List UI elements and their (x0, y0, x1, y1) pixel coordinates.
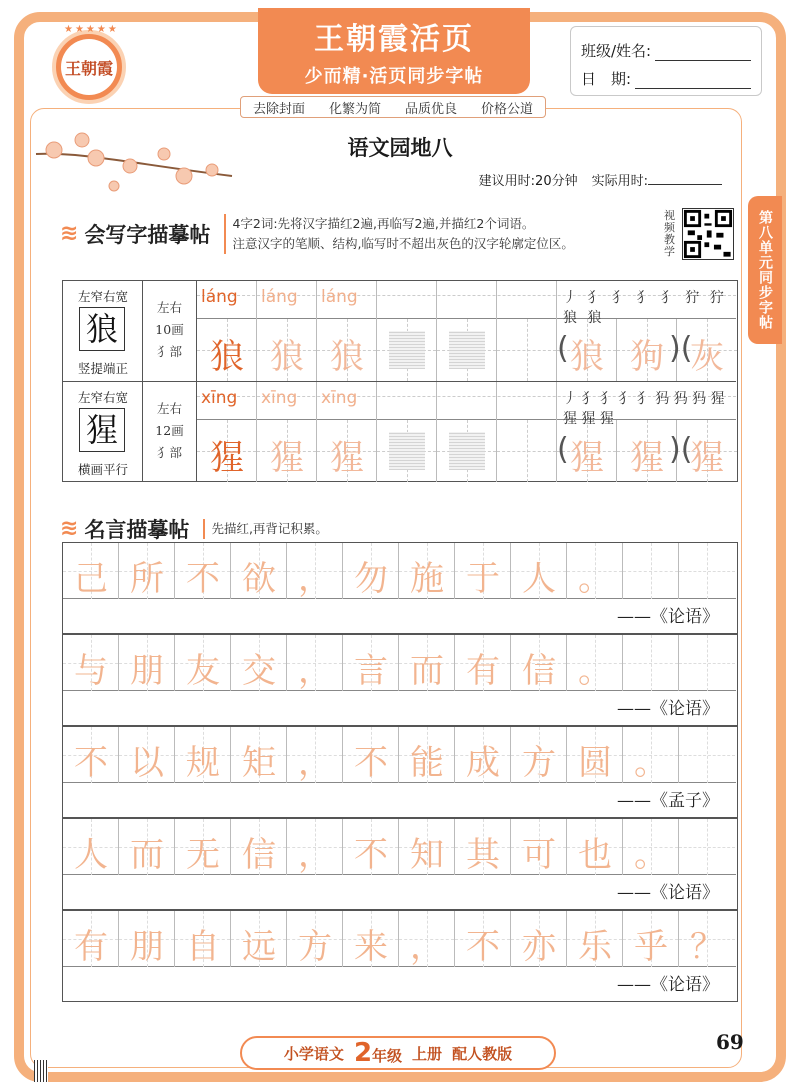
quote-char: ， (410, 927, 444, 967)
quote-grid-cell[interactable] (175, 819, 231, 875)
quote-char: 也 (578, 835, 612, 875)
quote-grid-cell[interactable] (175, 911, 231, 967)
quote-block (62, 726, 738, 818)
quote-char: 亦 (522, 927, 556, 967)
outline-zone (449, 331, 485, 369)
quote-char: 信 (242, 835, 276, 875)
quote-source: ——《论语》 (617, 607, 719, 627)
quote-char: ， (298, 651, 332, 691)
char-row (63, 281, 736, 381)
quote-grid (63, 635, 736, 691)
quote-grid-cell[interactable] (567, 819, 623, 875)
section-writing-head (60, 214, 574, 254)
writing-grid-row: 狼 狼 狼 ( 狼 狗 )( 灰 (197, 319, 736, 381)
class-name-field[interactable] (655, 43, 751, 61)
word-char: 猩 (690, 438, 724, 478)
word-char: 灰 (690, 337, 724, 377)
quote-source: ——《论语》 (617, 975, 719, 995)
quote-grid-cell[interactable] (679, 727, 735, 783)
quote-char: 不 (186, 559, 220, 599)
quote-grid-cell[interactable] (343, 635, 399, 691)
quote-grid-cell[interactable] (287, 727, 343, 783)
footer-grade: 2 (353, 1038, 373, 1068)
quote-grid-cell[interactable] (399, 819, 455, 875)
quote-grid-cell[interactable] (63, 543, 119, 599)
section-instructions (224, 214, 573, 254)
page-number: 69 (716, 1030, 744, 1054)
quote-char: 可 (522, 835, 556, 875)
slogan: 价格公道 (480, 101, 533, 117)
grid-cell[interactable] (317, 420, 377, 482)
quote-block (62, 910, 738, 1002)
quote-grid-cell[interactable] (63, 911, 119, 967)
pinyin-blank[interactable] (377, 382, 437, 420)
quote-char: 自 (186, 927, 220, 967)
quote-char: 施 (410, 559, 444, 599)
quote-grid-cell[interactable] (511, 543, 567, 599)
pinyin-row (197, 382, 736, 427)
quote-char: 乐 (578, 927, 612, 967)
pinyin-blank[interactable] (377, 281, 437, 319)
radical: 犭部 (156, 344, 182, 359)
grid-cell[interactable] (497, 319, 557, 381)
quote-grid-cell[interactable] (343, 727, 399, 783)
grid-char: 狼 (330, 337, 364, 377)
quote-char: 。 (634, 743, 668, 783)
quote-grid-cell[interactable] (119, 911, 175, 967)
quote-char: ， (298, 743, 332, 783)
pinyin-blank[interactable] (497, 382, 557, 420)
quote-grid (63, 727, 736, 783)
quote-grid-cell[interactable] (119, 543, 175, 599)
grid-cell[interactable] (617, 319, 677, 381)
quote-char: 以 (130, 743, 164, 783)
quote-grid-cell[interactable] (455, 635, 511, 691)
header-banner (258, 8, 530, 94)
structure: 左右 (156, 300, 182, 315)
quote-grid-cell[interactable] (623, 543, 679, 599)
quote-grid-cell[interactable] (175, 635, 231, 691)
quote-grid-cell[interactable] (231, 635, 287, 691)
quote-char: 朋 (130, 927, 164, 967)
section-title: 会写字描摹帖 (84, 223, 211, 247)
tip-top: 左窄右宽 (77, 289, 128, 304)
grid-cell[interactable] (617, 420, 677, 482)
wave-icon: ≋ (60, 516, 79, 541)
quote-char: 而 (410, 651, 444, 691)
stroke-order: 丿 犭 犭 犭 犭 犸 犸 犸 猩 猩 猩 猩 (563, 391, 725, 427)
grid-cell[interactable] (437, 319, 497, 381)
quote-char: 所 (130, 559, 164, 599)
quote-char: 方 (522, 743, 556, 783)
radical: 犭部 (156, 445, 182, 460)
quote-grid (63, 819, 736, 875)
stroke-order: 丿 犭 犭 犭 犭 狞 狞 狼 狼 (563, 290, 727, 326)
grid-char: 猩 (210, 438, 244, 478)
character-practice-table (62, 280, 738, 482)
quote-grid-cell[interactable] (287, 543, 343, 599)
footer-grade-label: 年级 (372, 1047, 403, 1065)
quote-grid-cell[interactable] (175, 727, 231, 783)
pinyin-trace[interactable]: xīng (257, 382, 317, 420)
unit-side-tab: 第八单元同步字帖 (748, 196, 782, 344)
quote-grid-cell[interactable] (679, 911, 735, 967)
suggested-time: 建议用时:20分钟 (478, 174, 578, 189)
pinyin-blank[interactable] (497, 281, 557, 319)
tip-top: 左窄右宽 (77, 390, 128, 405)
quote-char: 不 (466, 927, 500, 967)
quote-char: 朋 (130, 651, 164, 691)
quote-grid-cell[interactable] (567, 543, 623, 599)
quote-char: 。 (578, 651, 612, 691)
quote-char: 能 (410, 743, 444, 783)
grid-cell[interactable] (377, 319, 437, 381)
quote-char: 其 (466, 835, 500, 875)
quote-grid-cell[interactable] (231, 543, 287, 599)
pinyin-blank[interactable] (437, 281, 497, 319)
char-row (63, 381, 736, 481)
section-title: 名言描摹帖 (84, 518, 190, 542)
instruction-line: 4字2词:先将汉字描红2遍,再临写2遍,并描红2个词语。 (232, 216, 535, 231)
quote-grid-cell[interactable] (399, 543, 455, 599)
grid-char: 猩 (270, 438, 304, 478)
time-line (479, 170, 722, 189)
word-char: 猩 (570, 438, 604, 478)
slogan-bar (240, 96, 546, 118)
quote-grid-cell[interactable] (455, 819, 511, 875)
quote-char: 而 (130, 835, 164, 875)
quote-grid-cell[interactable] (567, 727, 623, 783)
quote-char: 信 (522, 651, 556, 691)
qr-label: 视频教学 (664, 209, 675, 258)
quote-grid-cell[interactable] (511, 635, 567, 691)
quote-char: 乎 (634, 927, 668, 967)
quote-grid-cell[interactable] (119, 727, 175, 783)
quote-char: ， (298, 559, 332, 599)
quote-grid-cell[interactable] (231, 727, 287, 783)
wave-icon: ≋ (60, 221, 79, 246)
quote-block (62, 818, 738, 910)
pinyin-trace[interactable]: láng (317, 281, 377, 319)
word-char: 猩 (630, 438, 664, 478)
quote-grid-cell[interactable] (455, 727, 511, 783)
quote-grid-cell[interactable] (287, 819, 343, 875)
quote-block (62, 634, 738, 726)
quote-char: 言 (354, 651, 388, 691)
brand-logo: ★★★★★ 王朝霞 (52, 30, 126, 104)
quote-grid-cell[interactable] (455, 543, 511, 599)
quote-grid-cell[interactable] (119, 635, 175, 691)
grid-cell[interactable] (317, 319, 377, 381)
quote-grid-cell[interactable] (343, 819, 399, 875)
quote-char: 勿 (354, 559, 388, 599)
quote-grid-cell[interactable] (231, 819, 287, 875)
outline-zone (449, 432, 485, 470)
footer-volume: 上册 (412, 1044, 443, 1063)
footer-edition-label: 配人教版 (452, 1044, 513, 1063)
quote-grid-cell[interactable] (63, 727, 119, 783)
quote-source: ——《论语》 (617, 883, 719, 903)
stroke-count: 12画 (155, 423, 184, 438)
quote-grid-cell[interactable] (399, 911, 455, 967)
footer-edition (240, 1036, 556, 1070)
brand-subtitle: 少而精·活页同步字帖 (304, 66, 484, 87)
actual-time-label: 实际用时: (591, 174, 648, 189)
quote-grid-cell[interactable] (343, 543, 399, 599)
slogan: 品质优良 (404, 101, 457, 117)
quote-char: 友 (186, 651, 220, 691)
grid-cell[interactable] (257, 420, 317, 482)
quote-grid (63, 911, 736, 967)
page-title: 语文园地八 (347, 136, 453, 160)
quote-source: ——《孟子》 (617, 791, 719, 811)
tip-bottom: 横画平行 (77, 462, 128, 477)
quote-grid-cell[interactable] (511, 727, 567, 783)
quote-grid-cell[interactable] (679, 543, 735, 599)
quote-grid-cell[interactable] (567, 635, 623, 691)
quote-char: 方 (298, 927, 332, 967)
quote-grid-cell[interactable] (287, 635, 343, 691)
date-label: 日 期: (581, 70, 632, 88)
grid-cell[interactable] (437, 420, 497, 482)
outline-zone (389, 331, 425, 369)
quote-char: 不 (354, 743, 388, 783)
quote-block (62, 542, 738, 634)
quote-char: 不 (74, 743, 108, 783)
quote-char: 人 (522, 559, 556, 599)
quote-grid-cell[interactable] (623, 911, 679, 967)
quote-grid-cell[interactable] (623, 635, 679, 691)
quote-grid-cell[interactable] (511, 819, 567, 875)
quote-char: 无 (186, 835, 220, 875)
quote-char: 不 (354, 835, 388, 875)
word-char: 狼 (570, 337, 604, 377)
actual-time-field[interactable] (648, 171, 722, 185)
grid-cell[interactable] (377, 420, 437, 482)
quote-char: 己 (74, 559, 108, 599)
quote-char: 。 (634, 835, 668, 875)
pinyin-trace[interactable]: xīng (317, 382, 377, 420)
grid-char: 狼 (210, 337, 244, 377)
quote-source: ——《论语》 (617, 699, 719, 719)
quote-char: 欲 (242, 559, 276, 599)
barcode (34, 1060, 48, 1082)
quote-char: 知 (410, 835, 444, 875)
quote-char: 远 (242, 927, 276, 967)
class-name-label: 班级/姓名: (581, 42, 652, 60)
quote-grid-cell[interactable] (679, 819, 735, 875)
student-info-box (570, 26, 762, 96)
quote-char: 有 (466, 651, 500, 691)
quote-grid-cell[interactable] (623, 727, 679, 783)
quote-char: 于 (466, 559, 500, 599)
instruction-line: 注意汉字的笔顺、结构,临写时不超出灰色的汉字轮廓定位区。 (232, 236, 574, 251)
quote-char: ， (298, 835, 332, 875)
quote-grid-cell[interactable] (623, 819, 679, 875)
qr-code-icon[interactable] (682, 208, 734, 260)
quote-char: 成 (466, 743, 500, 783)
quote-char: 人 (74, 835, 108, 875)
pinyin-blank[interactable] (437, 382, 497, 420)
quote-char: 。 (578, 559, 612, 599)
date-field[interactable] (635, 71, 751, 89)
grid-char: 狼 (270, 337, 304, 377)
char-model-box (63, 281, 143, 381)
quote-grid-cell[interactable] (231, 911, 287, 967)
footer-subject: 小学语文 (283, 1044, 344, 1063)
section-quotes-head (60, 514, 328, 544)
quote-char: 交 (242, 651, 276, 691)
writing-grid-row: 猩 猩 猩 ( 猩 猩 )( 猩 (197, 420, 736, 482)
pinyin-row (197, 281, 736, 326)
word-char: 狗 (630, 337, 664, 377)
structure-info (143, 281, 197, 381)
quote-char: 圆 (578, 743, 612, 783)
quote-char: 规 (186, 743, 220, 783)
logo-text: 王朝霞 (61, 39, 117, 95)
quote-grid (63, 543, 736, 599)
grid-cell[interactable] (197, 420, 257, 482)
stroke-count: 10画 (155, 322, 184, 337)
model-char: 狼 (79, 307, 125, 351)
brand-title: 王朝霞活页 (314, 22, 474, 57)
quote-grid-cell[interactable] (399, 727, 455, 783)
outline-zone (389, 432, 425, 470)
char-model-box (63, 382, 143, 482)
model-char: 猩 (79, 408, 125, 452)
grid-char: 猩 (330, 438, 364, 478)
structure: 左右 (156, 401, 182, 416)
section-instructions: 先描红,再背记积累。 (203, 519, 327, 539)
quote-grid-cell[interactable] (287, 911, 343, 967)
quote-char: 有 (74, 927, 108, 967)
grid-cell[interactable] (257, 319, 317, 381)
quote-grid-cell[interactable] (343, 911, 399, 967)
quote-grid-cell[interactable] (679, 635, 735, 691)
quote-grid-cell[interactable] (119, 819, 175, 875)
quote-grid-cell[interactable] (399, 635, 455, 691)
quote-grid-cell[interactable] (567, 911, 623, 967)
pinyin-trace[interactable]: láng (257, 281, 317, 319)
grid-cell[interactable] (497, 420, 557, 482)
grid-cell[interactable] (197, 319, 257, 381)
pinyin-solid: láng (197, 281, 257, 319)
quote-grid-cell[interactable] (63, 819, 119, 875)
tip-bottom: 竖提端正 (77, 361, 128, 376)
quote-char: 与 (74, 651, 108, 691)
quote-grid-cell[interactable] (511, 911, 567, 967)
quote-char: 矩 (242, 743, 276, 783)
quote-char: ？ (690, 927, 724, 967)
pinyin-solid: xīng (197, 382, 257, 420)
quote-grid-cell[interactable] (63, 635, 119, 691)
quote-grid-cell[interactable] (175, 543, 231, 599)
quote-grid-cell[interactable] (455, 911, 511, 967)
slogan: 去除封面 (252, 101, 305, 117)
quote-char: 来 (354, 927, 388, 967)
slogan: 化繁为简 (328, 101, 381, 117)
structure-info (143, 382, 197, 482)
